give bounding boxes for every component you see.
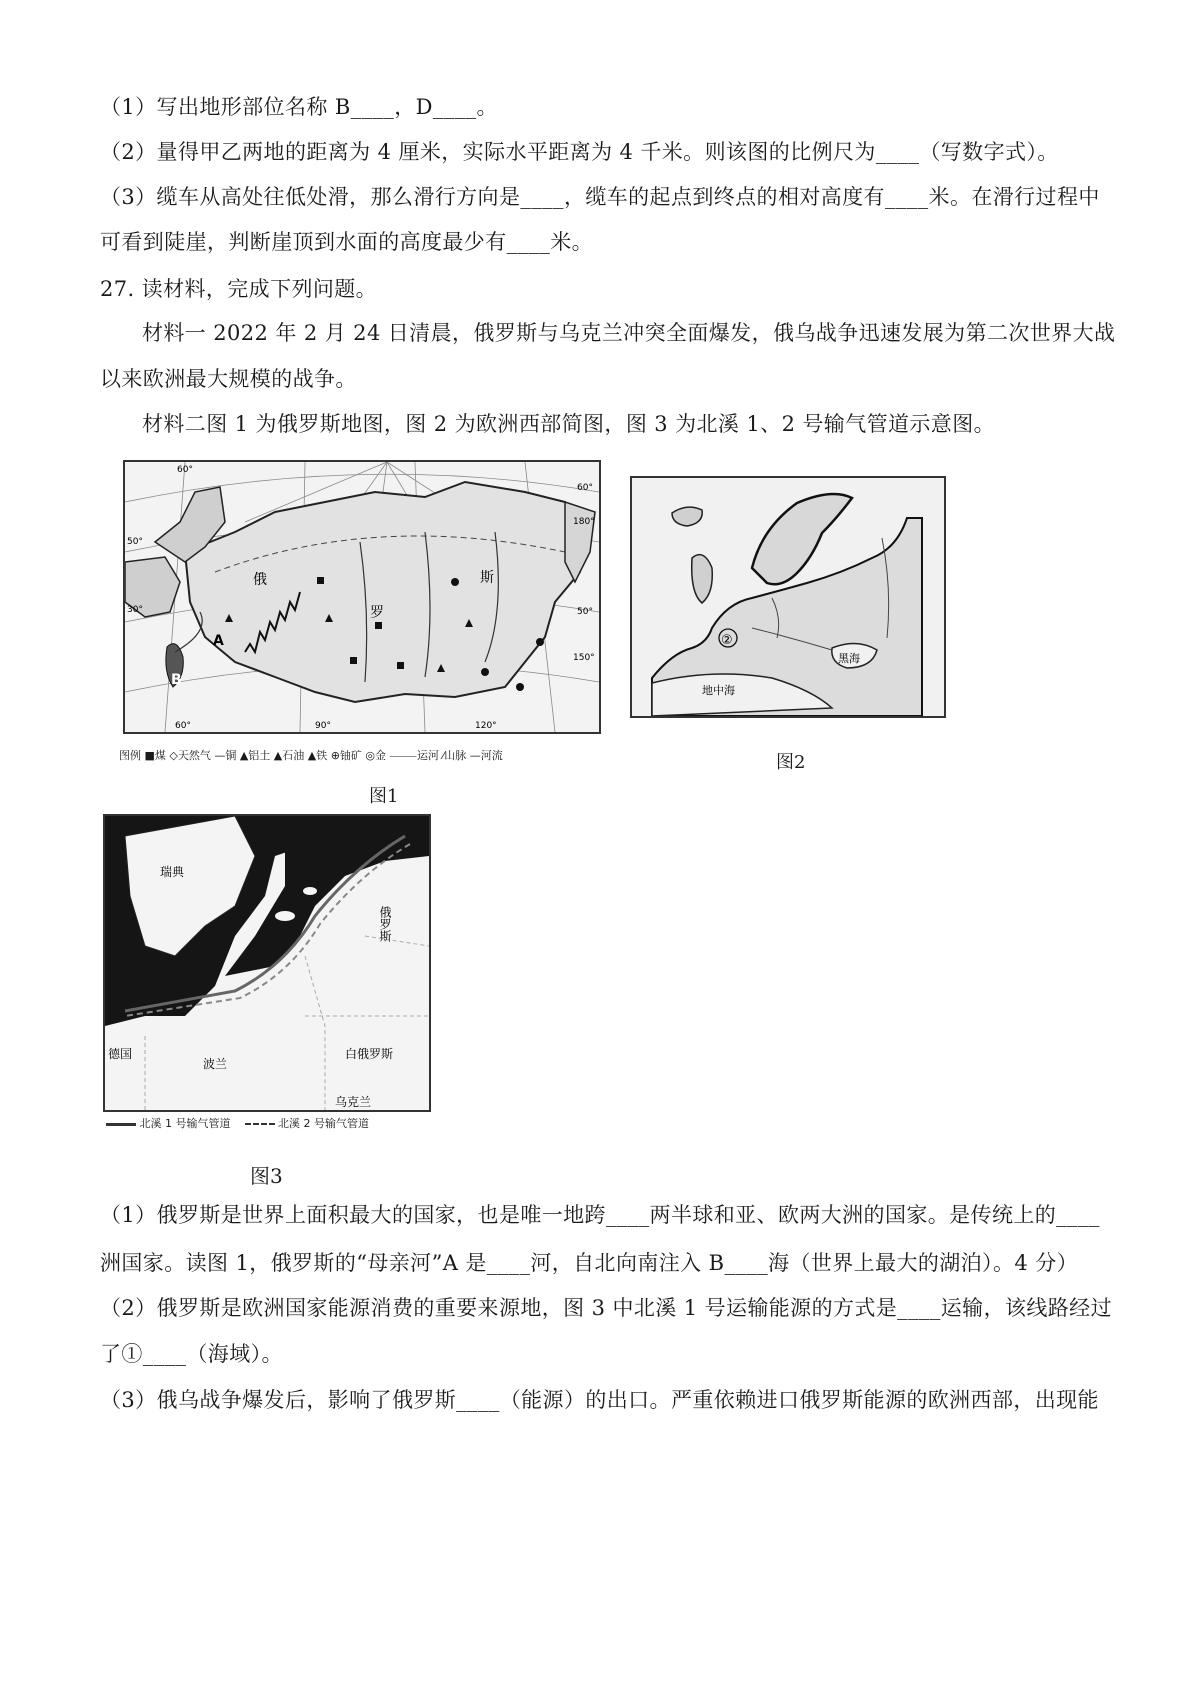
legend-dashed-line: [245, 1123, 275, 1125]
fig3-russia: 俄罗斯: [378, 906, 392, 942]
material1-line2: 以来欧洲最大规模的战争。: [100, 367, 357, 391]
lat-right-150: 150°: [573, 653, 595, 663]
fig3-poland: 波兰: [203, 1057, 228, 1071]
q27-stem: 27. 读材料，完成下列问题。: [100, 277, 378, 301]
lon-bottom-90: 90°: [315, 721, 331, 731]
figure2-caption: 图2: [776, 752, 806, 773]
figure1-russia-map: [123, 460, 601, 734]
lon-top: 60°: [177, 465, 193, 475]
fig3-sweden: 瑞典: [160, 865, 185, 879]
russia-map-svg: [125, 462, 599, 732]
lat-left-50: 50°: [127, 537, 143, 547]
nordstream-map-svg: [105, 816, 429, 1110]
figure3-caption: 图3: [250, 1164, 283, 1188]
lon-bottom-120: 120°: [475, 721, 497, 731]
material1-line1: 材料一 2022 年 2 月 24 日清晨，俄罗斯与乌克兰冲突全面爆发，俄乌战争迅速发展为第二次世界大战: [142, 321, 1116, 345]
lon-bottom-60: 60°: [175, 721, 191, 731]
q26-part1: （1）写出地形部位名称 B____，D____。: [100, 95, 498, 119]
q27-part1-line2: 洲国家。读图 1，俄罗斯的“母亲河”A 是____河，自北向南注入 B____海（世界上最大的湖泊）。4 分）: [100, 1251, 1078, 1275]
lat-left-30: 30°: [127, 605, 143, 615]
legend-ns1: 北溪 1 号输气管道: [139, 1117, 231, 1130]
label-e: 俄: [253, 572, 267, 588]
label-B: B: [171, 672, 182, 688]
figure1-legend: 图例 ■煤 ◇天然气 —铜 ▲铝土 ▲石油 ▲铁 ⊕铀矿 ◎金 ⸻运河 ⁄山脉 —河流: [119, 749, 503, 762]
q27-part1-line1: （1）俄罗斯是世界上面积最大的国家，也是唯一地跨____两半球和亚、欧两大洲的国家。是传统上的____: [100, 1203, 1100, 1227]
figure2-europe-map: [630, 476, 946, 718]
fig2-label-med: 地中海: [702, 684, 735, 697]
q27-part2-line1: （2）俄罗斯是欧洲国家能源消费的重要来源地，图 3 中北溪 1 号运输能源的方式是____运输，该线路经过: [100, 1296, 1112, 1320]
q27-part2-line2: 了①____（海域）。: [100, 1342, 283, 1366]
fig3-germany: 德国: [108, 1047, 133, 1061]
fig3-belarus: 白俄罗斯: [345, 1047, 394, 1061]
label-A: A: [213, 633, 224, 649]
q26-part2: （2）量得甲乙两地的距离为 4 厘米，实际水平距离为 4 千米。则该图的比例尺为____（写数字式）。: [100, 140, 1059, 164]
fig2-label-black: 黑海: [838, 652, 860, 665]
legend-ns2: 北溪 2 号输气管道: [278, 1117, 369, 1130]
figure3-legend: [106, 1115, 369, 1131]
q26-part3-line2: 可看到陡崖，判断崖顶到水面的高度最少有____米。: [100, 230, 593, 254]
figure1-caption: 图1: [369, 786, 399, 807]
q26-part3-line1: （3）缆车从高处往低处滑，那么滑行方向是____，缆车的起点到终点的相对高度有____米。在滑行过程中: [100, 185, 1100, 209]
label-luo: 罗: [370, 605, 384, 621]
q27-part3-line1: （3）俄乌战争爆发后，影响了俄罗斯____（能源）的出口。严重依赖进口俄罗斯能源的欧洲西部，出现能: [100, 1388, 1099, 1412]
figure3-nordstream-map: [103, 814, 431, 1112]
legend-solid-line: [106, 1123, 136, 1126]
fig2-marker: ②: [721, 633, 733, 648]
fig3-ukraine: 乌克兰: [335, 1095, 372, 1109]
lat-right-60: 60°: [577, 483, 593, 493]
label-si: 斯: [480, 570, 494, 586]
material2: 材料二图 1 为俄罗斯地图，图 2 为欧洲西部简图，图 3 为北溪 1、2 号输气管道示意图。: [142, 412, 996, 436]
lat-right-180: 180°: [573, 517, 595, 527]
lat-right-50: 50°: [577, 607, 593, 617]
europe-map-svg: [632, 478, 944, 716]
